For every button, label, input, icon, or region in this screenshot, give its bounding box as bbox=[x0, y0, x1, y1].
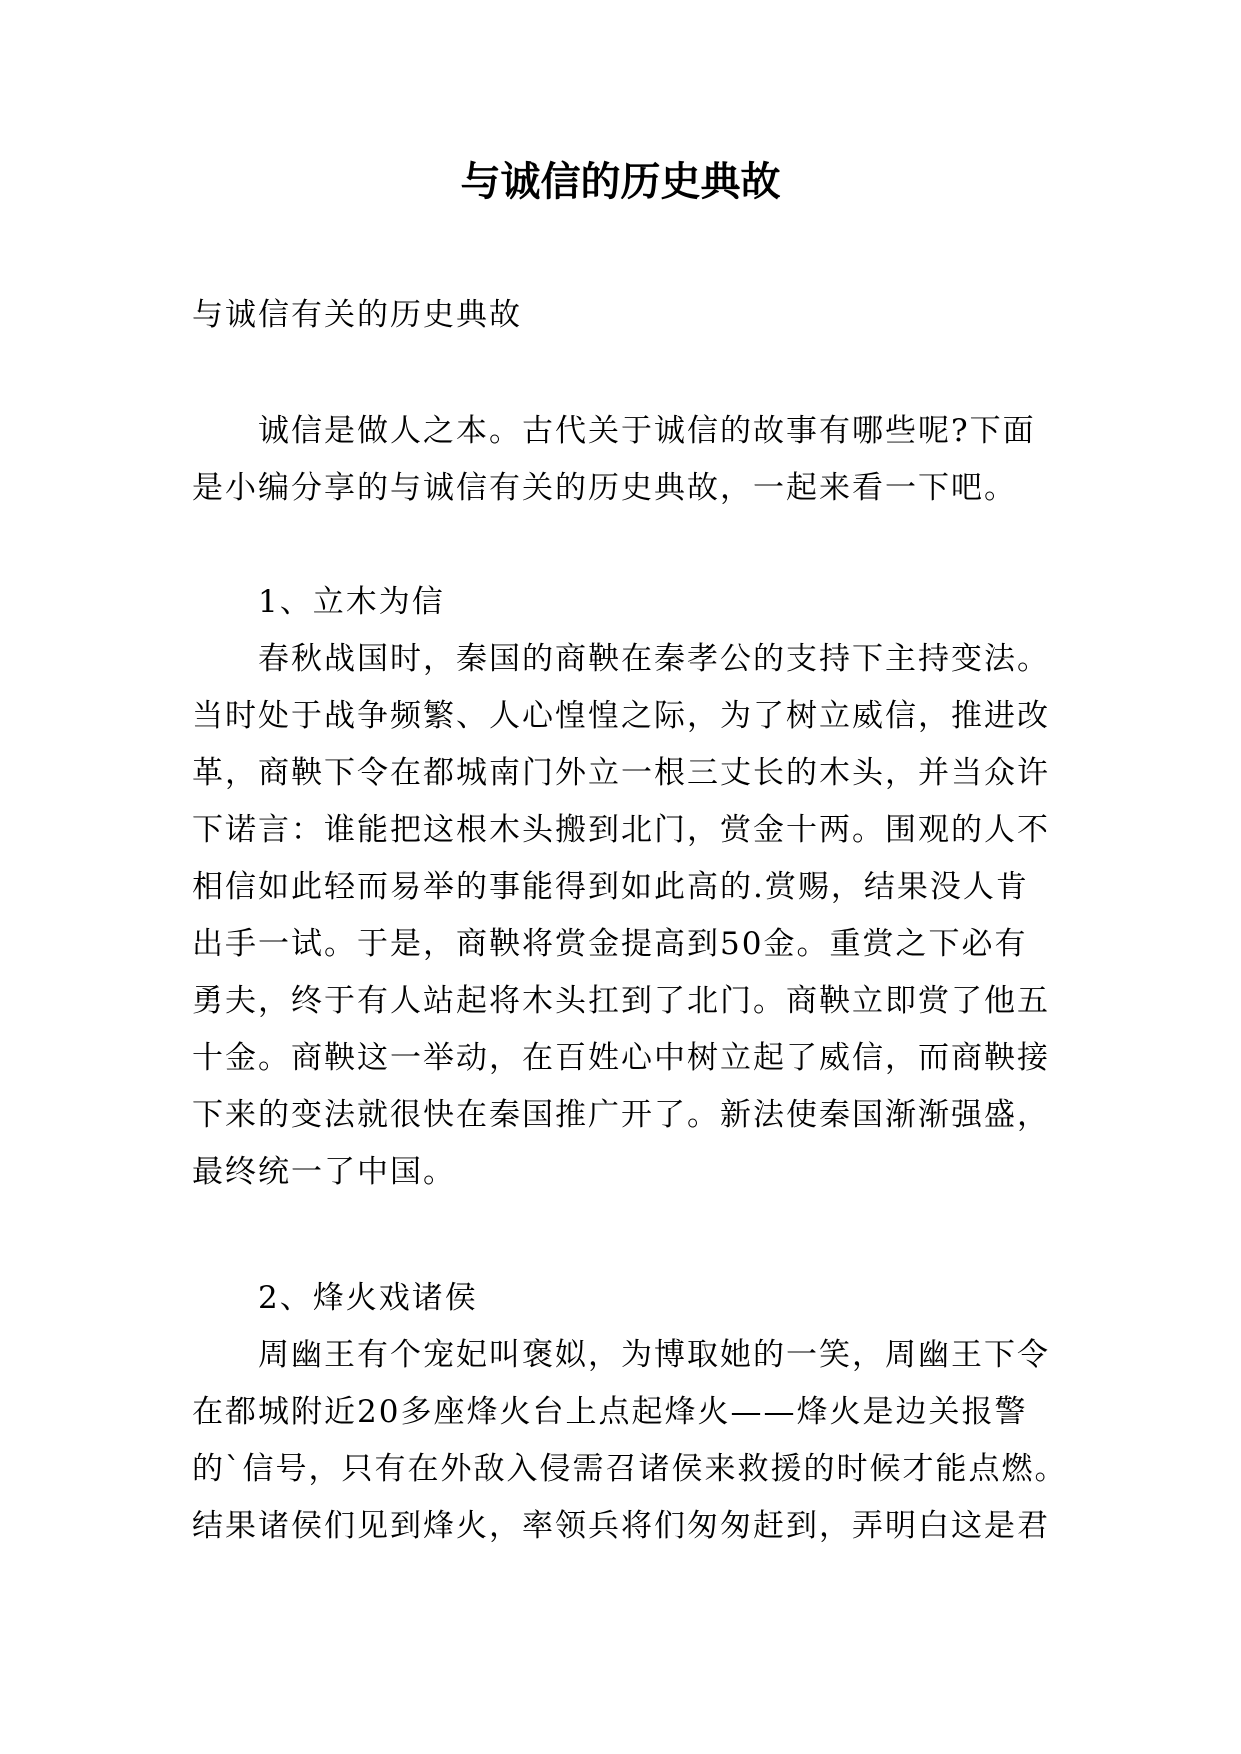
document-title: 与诚信的历史典故 bbox=[460, 159, 781, 205]
paragraph-line: 十金。商鞅这一举动，在百姓心中树立起了威信，而商鞅接 bbox=[192, 1040, 1050, 1076]
paragraph-line: 春秋战国时，秦国的商鞅在秦孝公的支持下主持变法。 bbox=[258, 641, 1050, 677]
paragraph-line: 下来的变法就很快在秦国推广开了。新法使秦国渐渐强盛， bbox=[192, 1097, 1050, 1133]
paragraph-line: 当时处于战争频繁、人心惶惶之际，为了树立威信，推进改 bbox=[192, 698, 1050, 734]
paragraph-line: 下诺言：谁能把这根木头搬到北门，赏金十两。围观的人不 bbox=[192, 812, 1050, 848]
paragraph-line: 出手一试。于是，商鞅将赏金提高到50金。重赏之下必有 bbox=[192, 926, 1028, 962]
intro-paragraph bbox=[192, 403, 1072, 517]
paragraph-line: 最终统一了中国。 bbox=[192, 1154, 456, 1190]
paragraph-line: 诚信是做人之本。古代关于诚信的故事有哪些呢?下面 bbox=[258, 413, 1036, 449]
paragraph-line: 相信如此轻而易举的事能得到如此高的.赏赐，结果没人肯 bbox=[192, 869, 1029, 905]
paragraph-line: 勇夫，终于有人站起将木头扛到了北门。商鞅立即赏了他五 bbox=[192, 983, 1050, 1019]
paragraph-line: 的`信号，只有在外敌入侵需召诸侯来救援的时候才能点燃。 bbox=[192, 1451, 1068, 1487]
section-2-paragraph bbox=[192, 1327, 1072, 1555]
paragraph-line: 周幽王有个宠妃叫褒姒，为博取她的一笑，周幽王下令 bbox=[258, 1337, 1050, 1373]
paragraph-line: 结果诸侯们见到烽火，率领兵将们匆匆赶到，弄明白这是君 bbox=[192, 1508, 1050, 1544]
paragraph-line: 在都城附近20多座烽火台上点起烽火——烽火是边关报警 bbox=[192, 1394, 1028, 1430]
section-heading-1: 1、立木为信 bbox=[258, 584, 445, 620]
section-heading-2: 2、烽火戏诸侯 bbox=[258, 1280, 478, 1316]
section-1-paragraph bbox=[192, 631, 1072, 1201]
document-subtitle: 与诚信有关的历史典故 bbox=[192, 297, 522, 333]
paragraph-line: 革，商鞅下令在都城南门外立一根三丈长的木头，并当众许 bbox=[192, 755, 1050, 791]
paragraph-line: 是小编分享的与诚信有关的历史典故，一起来看一下吧。 bbox=[192, 470, 1017, 506]
